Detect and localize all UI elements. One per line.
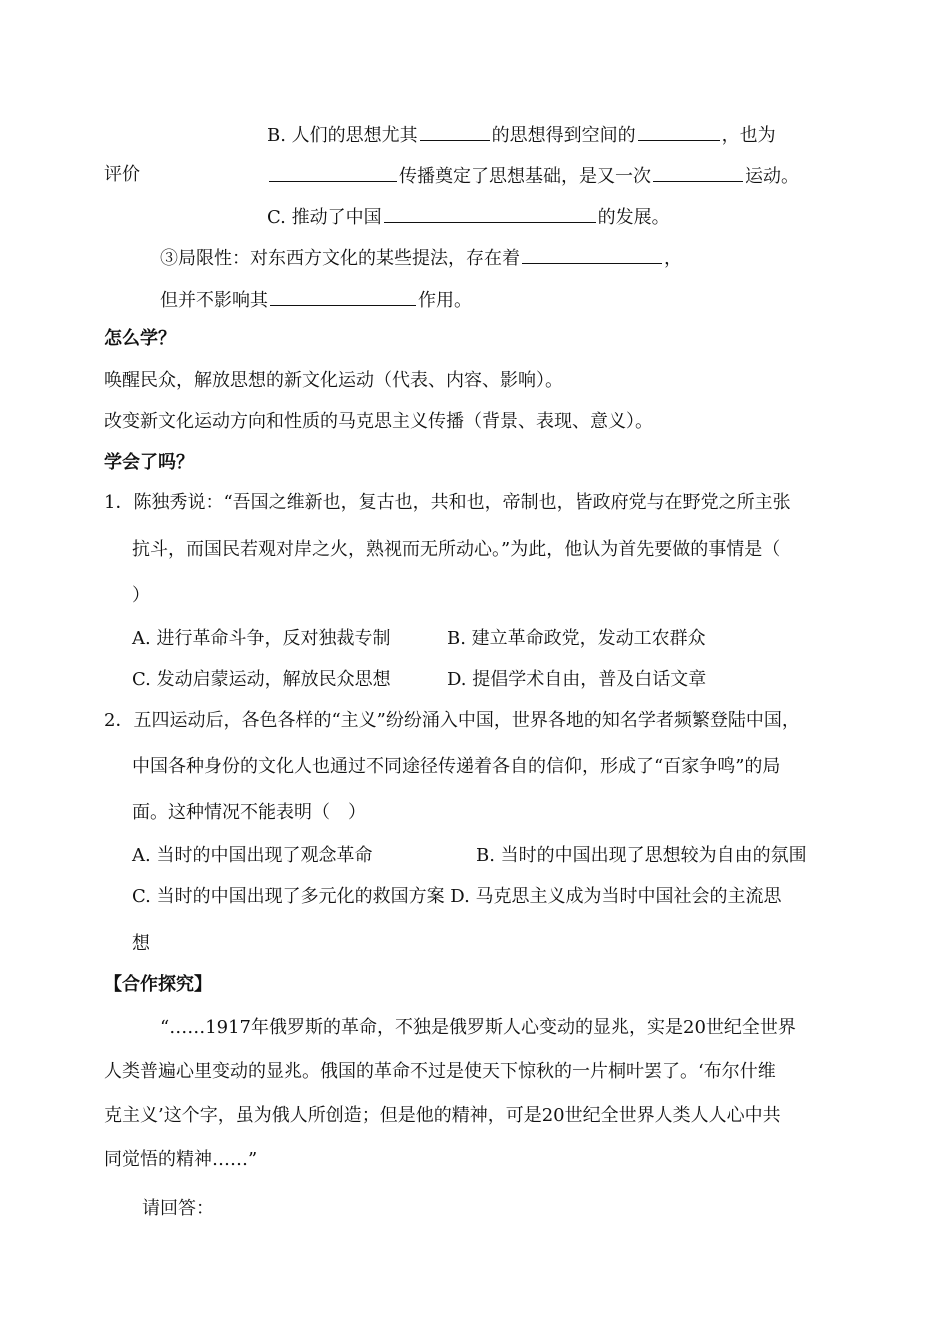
text-segment: 的发展。 <box>597 207 670 228</box>
quote-line-3: 克主义’这个字，虽为俄人所创造；但是他的精神，可是20世纪全世界人类人人心中共 <box>104 1105 781 1126</box>
eval-label: 评价 <box>104 164 140 185</box>
q1-option-b[interactable]: B. 建立革命政党，发动工农群众 <box>447 628 706 649</box>
quiz-heading: 学会了吗？ <box>104 452 194 473</box>
text-segment: B. 人们的思想尤其 <box>267 125 418 146</box>
q1-line-2: 抗斗，而国民若观对岸之火，熟视而无所动心。”为此，他认为首先要做的事情是（ <box>132 539 781 560</box>
q2-option-cd-cont: 想 <box>132 933 150 954</box>
quote-line-1: “……1917年俄罗斯的革命，不独是俄罗斯人心变动的显兆，实是20世纪全世界 <box>160 1017 796 1038</box>
q1-line-3: ） <box>132 585 150 606</box>
text-segment: 作用。 <box>418 290 472 311</box>
q1-option-d[interactable]: D. 提倡学术自由，普及白话文章 <box>447 669 707 690</box>
q2-option-a[interactable]: A. 当时的中国出现了观念革命 <box>132 845 373 866</box>
how-to-learn-line-1: 唤醒民众，解放思想的新文化运动（代表、内容、影响）。 <box>104 370 563 391</box>
text-segment: C. 推动了中国 <box>267 207 382 228</box>
text-segment: 运动。 <box>745 166 799 187</box>
how-to-learn-line-2: 改变新文化运动方向和性质的马克思主义传播（背景、表现、意义）。 <box>104 411 653 432</box>
q1-option-a[interactable]: A. 进行革命斗争，反对独裁专制 <box>132 628 391 649</box>
q2-option-cd[interactable]: C. 当时的中国出现了多元化的救国方案 D. 马克思主义成为当时中国社会的主流思 <box>132 886 782 907</box>
text-segment: ， <box>664 248 682 269</box>
fill-blank[interactable] <box>269 163 397 182</box>
cooperation-heading: 【合作探究】 <box>104 974 212 995</box>
eval-b-line-2 <box>267 163 799 189</box>
fill-blank[interactable] <box>653 163 743 182</box>
text-segment: 但并不影响其 <box>160 290 268 311</box>
q1-option-c[interactable]: C. 发动启蒙运动，解放民众思想 <box>132 669 391 690</box>
how-to-learn-heading: 怎么学？ <box>104 328 176 349</box>
fill-blank[interactable] <box>420 122 490 141</box>
text-segment: 的思想得到空间的 <box>491 125 636 146</box>
fill-blank[interactable] <box>638 122 720 141</box>
limitation-line-2 <box>160 287 472 313</box>
quote-line-2: 人类普遍心里变动的显兆。俄国的革命不过是使天下惊秋的一片桐叶罢了。‘布尔什维 <box>104 1061 776 1082</box>
q1-line-1: 1．陈独秀说：“吾国之维新也，复古也，共和也，帝制也，皆政府党与在野党之所主张 <box>104 492 791 513</box>
fill-blank[interactable] <box>384 204 596 223</box>
text-segment: ③局限性：对东西方文化的某些提法，存在着 <box>160 248 520 269</box>
q2-line-2: 中国各种身份的文化人也通过不同途径传递着各自的信仰，形成了“百家争鸣”的局 <box>132 756 781 777</box>
q2-line-1: 2．五四运动后，各色各样的“主义”纷纷涌入中国，世界各地的知名学者频繁登陆中国， <box>104 710 800 731</box>
text-segment: ，也为 <box>721 125 776 146</box>
text-segment: 传播奠定了思想基础，是又一次 <box>399 166 651 187</box>
eval-b-line-1 <box>267 122 776 148</box>
q2-line-3: 面。这种情况不能表明（ ） <box>132 802 366 823</box>
eval-c-line <box>267 204 670 230</box>
fill-blank[interactable] <box>522 245 662 264</box>
answer-prompt: 请回答： <box>142 1198 214 1219</box>
limitation-line-1 <box>160 245 682 271</box>
q2-option-b[interactable]: B. 当时的中国出现了思想较为自由的氛围 <box>476 845 807 866</box>
quote-line-4: 同觉悟的精神……” <box>104 1149 258 1170</box>
fill-blank[interactable] <box>270 287 416 306</box>
